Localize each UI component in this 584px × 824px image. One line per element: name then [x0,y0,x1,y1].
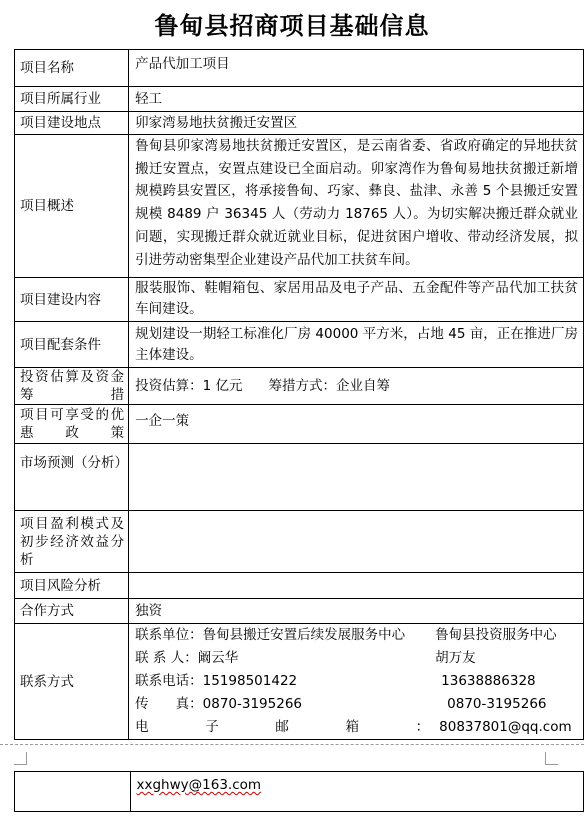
label-cooperation: 合作方式 [15,599,129,624]
row-risk [15,573,584,599]
contact-fax-line [135,693,578,716]
contact-email-2: 80837801@qq.com [439,719,572,735]
contact-phone-line [135,670,578,693]
value-policy: 一企一策 [129,405,584,444]
contact-fax-2: 0870-3195266 [447,696,547,712]
value-industry: 轻工 [129,87,584,112]
value-project-name: 产品代加工项目 [129,50,584,87]
contact-phone-2: 13638886328 [441,673,536,689]
page-break-line [0,744,584,745]
contact-person-1: 阚云华 [197,650,239,666]
row-policy [15,405,584,444]
row-conditions [15,322,584,368]
row-overview [15,135,584,278]
row-project-name [15,50,584,87]
label-investment: 投资估算及资金筹措 [15,368,129,405]
label-profit: 项目盈利模式及初步经济效益分析 [15,511,129,573]
contact-fax-label: 传 真： [135,696,203,712]
label-industry: 项目所属行业 [15,87,129,112]
contact-unit-label: 联系单位： [135,627,203,643]
contact-unit-1: 鲁甸县搬迁安置后续发展服务中心 [202,627,406,643]
contact-fax-1: 0870-3195266 [202,696,302,712]
contact-person-line [135,647,578,670]
row-investment [15,368,584,405]
value-cooperation: 独资 [129,599,584,624]
value-profit [129,511,584,573]
row-contact-continued [15,772,584,812]
row-location [15,112,584,135]
label-contact: 联系方式 [15,624,129,740]
investment-funding: 筹措方式：企业自筹 [268,378,391,394]
page-corner-mark-right [545,752,558,765]
page-title: 鲁甸县招商项目基础信息 [154,12,430,40]
continued-table [14,771,584,812]
label-contact-continued [15,772,131,812]
label-policy: 项目可享受的优惠政策 [15,405,129,444]
label-overview: 项目概述 [15,135,129,278]
value-contact-email-1 [130,772,584,812]
value-location: 卯家湾易地扶贫搬迁安置区 [129,112,584,135]
contact-email-label: 电子邮箱： [135,719,432,735]
value-market [129,444,584,511]
label-location: 项目建设地点 [15,112,129,135]
label-market: 市场预测（分析） [15,444,129,511]
label-project-name: 项目名称 [15,50,129,87]
contact-phone-label: 联系电话： [135,673,203,689]
row-profit [15,511,584,573]
value-content: 服装服饰、鞋帽箱包、家居用品及电子产品、五金配件等产品代加工扶贫车间建设。 [129,278,584,322]
value-conditions: 规划建设一期轻工标准化厂房 40000 平方米，占地 45 亩，正在推进厂房主体建设。 [129,322,584,368]
row-industry [15,87,584,112]
row-market [15,444,584,511]
info-table [14,49,584,740]
investment-estimate: 投资估算：1 亿元 [135,378,243,394]
contact-email-1: xxghwy@163.com [136,777,262,793]
contact-phone-1: 15198501422 [202,673,298,689]
label-content: 项目建设内容 [15,278,129,322]
contact-unit-line [135,624,578,647]
label-conditions: 项目配套条件 [15,322,129,368]
label-risk: 项目风险分析 [15,573,129,599]
value-investment [129,368,584,405]
contact-person-2: 胡万友 [435,650,476,666]
contact-email-line [135,716,578,739]
row-content [15,278,584,322]
contact-person-label: 联 系 人： [135,650,198,666]
page-corner-mark-left [14,752,27,765]
row-cooperation [15,599,584,624]
value-risk [129,573,584,599]
row-contact [15,624,584,740]
value-contact [129,624,584,740]
value-overview: 鲁甸县卯家湾易地扶贫搬迁安置区，是云南省委、省政府确定的异地扶贫搬迁安置点，安置点建设已全面启动。卯家湾作为鲁甸易地扶贫搬迁新增规模跨县安置区，将承接鲁甸、巧家、彝良、盐津、永善 5 个县搬迁安置规模 8489 户 36345 人（劳动力 18765 人）。为切实解决搬迁群众就业问题，实现搬迁群众就近就业目标，促进贫困户增收、带动经济发展，拟引进劳动密集型企业建设产品代加工扶贫车间。 [129,135,584,278]
contact-unit-2: 鲁甸县投资服务中心 [435,627,557,643]
